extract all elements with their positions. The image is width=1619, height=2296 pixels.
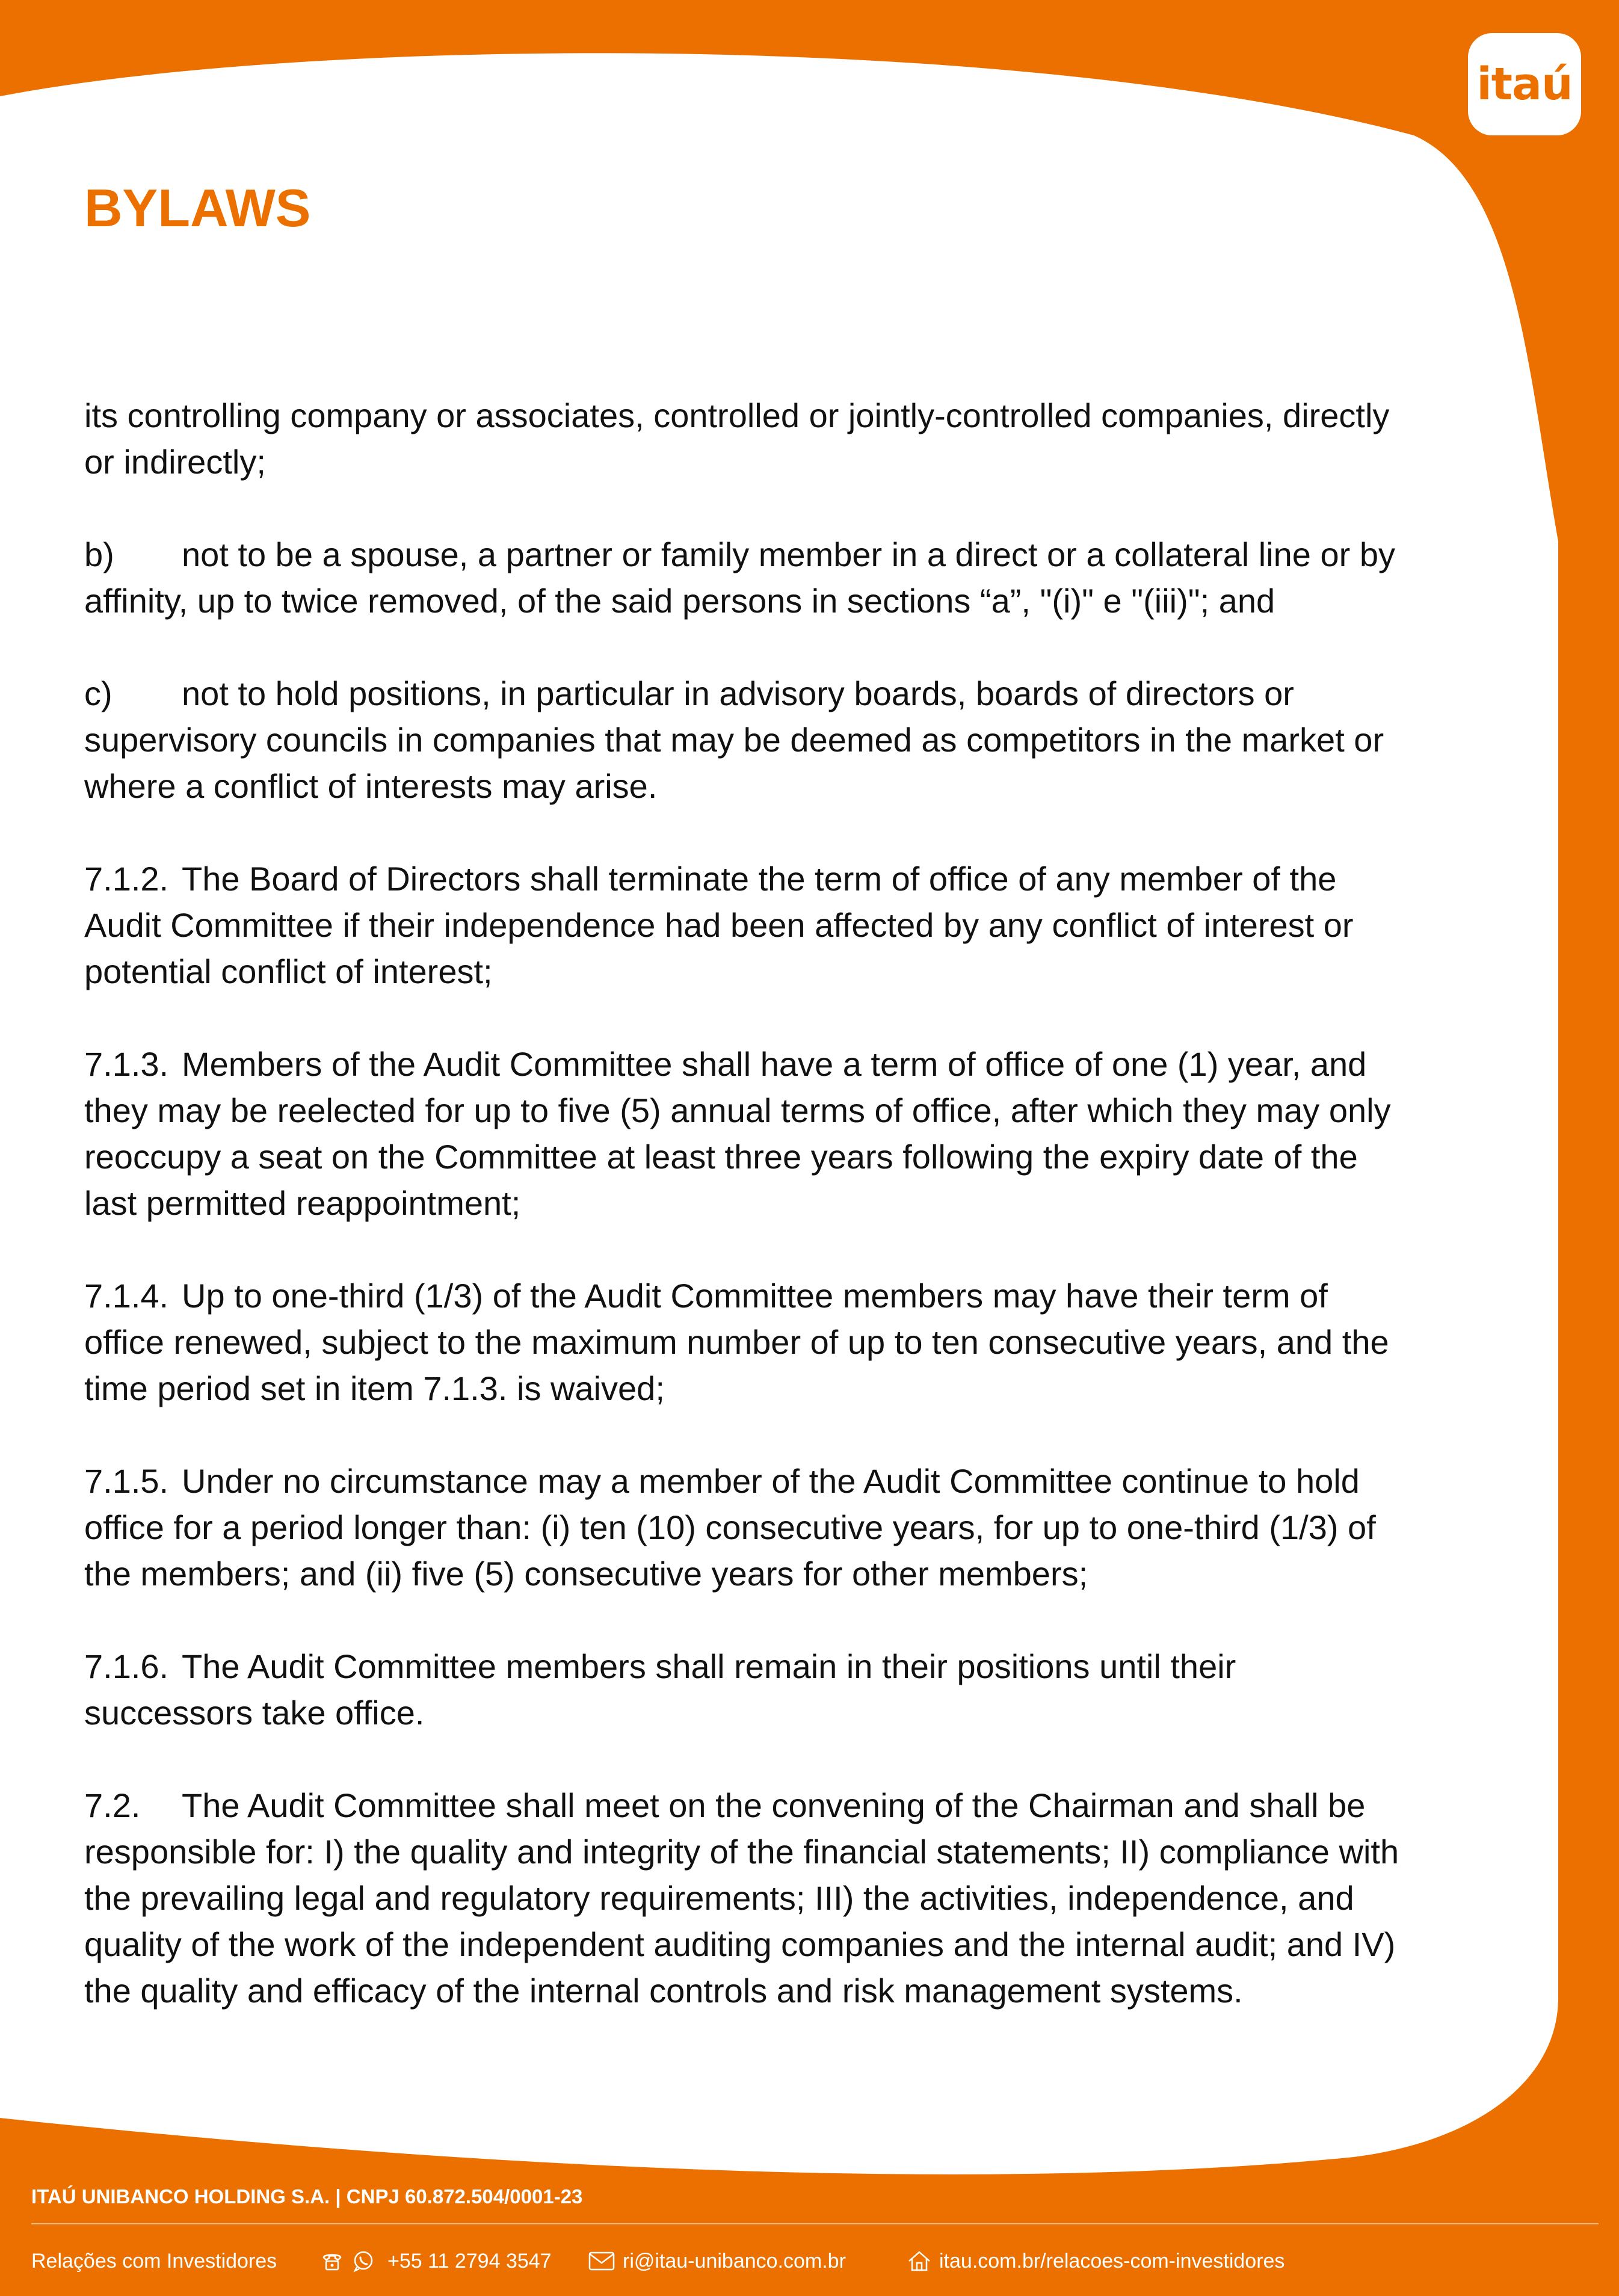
- footer-email[interactable]: [588, 2243, 846, 2279]
- footer-contacts: [31, 2243, 1599, 2279]
- paragraph-number: c): [84, 674, 113, 712]
- paragraph-text: The Audit Committee shall meet on the convening of the Chairman and shall be responsible for: I) the quality and integrity of the financial statements; II) compliance with the prevailing legal and regulatory requirements; III) the activities, independence, and quality of the work of the independent auditing companies and the internal audit; and IV) the quality and efficacy of the internal controls and risk management systems.: [84, 1786, 1399, 2010]
- section-text: Relações com Investidores: [31, 2249, 277, 2273]
- paragraph-number: 7.1.6.: [84, 1647, 169, 1685]
- paragraph-text: not to hold positions, in particular in advisory boards, boards of directors or supervisory councils in companies that may be deemed as competitors in the market or where a conflict of interests may arise.: [84, 674, 1384, 805]
- email-text: ri@itau-unibanco.com.br: [623, 2249, 846, 2273]
- home-icon: [907, 2249, 932, 2273]
- footer-company: ITAÚ UNIBANCO HOLDING S.A. | CNPJ 60.872.504/0001-23: [31, 2185, 583, 2208]
- paragraph-text: Up to one-third (1/3) of the Audit Committee members may have their term of office renewed, subject to the maximum number of up to ten consecutive years, and the time period set in item 7.1.3. is waived;: [84, 1277, 1389, 1407]
- paragraph: [84, 1643, 1408, 1736]
- page-title: BYLAWS: [84, 178, 311, 238]
- paragraph-number: 7.1.3.: [84, 1045, 169, 1083]
- paragraph: [84, 856, 1408, 995]
- paragraph-text: The Audit Committee members shall remain in their positions until their successors take office.: [84, 1647, 1236, 1732]
- paragraph-number: b): [84, 535, 114, 573]
- footer-phone[interactable]: [320, 2243, 552, 2279]
- whatsapp-icon: [351, 2249, 375, 2273]
- footer-website[interactable]: [907, 2243, 1284, 2279]
- paragraph: [84, 392, 1408, 485]
- document-body: [84, 392, 1408, 2060]
- website-text: itau.com.br/relacoes-com-investidores: [939, 2249, 1285, 2273]
- paragraph-text: Members of the Audit Committee shall have a term of office of one (1) year, and they may be reelected for up to five (5) annual terms of office, after which they may only reoccupy a seat on the Committee at least three years following the expiry date of the last permitted reappointment;: [84, 1045, 1391, 1222]
- paragraph-number: 7.1.5.: [84, 1462, 169, 1500]
- phone-text: +55 11 2794 3547: [387, 2249, 552, 2273]
- paragraph: [84, 670, 1408, 809]
- paragraph-number: 7.1.4.: [84, 1277, 169, 1315]
- paragraph: [84, 1273, 1408, 1412]
- itau-logo: [1468, 33, 1581, 135]
- mail-icon: [588, 2250, 615, 2272]
- footer-divider: [31, 2223, 1599, 2224]
- paragraph: [84, 1458, 1408, 1597]
- paragraph-text: Under no circumstance may a member of the Audit Committee continue to hold office for a period longer than: (i) ten (10) consecutive years, for up to one-third (1/3) of the members; and (ii) five (5) consecutive years for other members;: [84, 1462, 1376, 1593]
- logo-text: itaú: [1476, 58, 1573, 110]
- paragraph-text: not to be a spouse, a partner or family member in a direct or a collateral line or by affinity, up to twice removed, of the said persons in sections “a”, "(i)" e "(iii)"; and: [84, 535, 1395, 620]
- paragraph: [84, 1782, 1408, 2014]
- phone-icon: [320, 2249, 344, 2273]
- paragraph-number: 7.2.: [84, 1786, 141, 1824]
- paragraph: [84, 531, 1408, 624]
- paragraph: [84, 1041, 1408, 1226]
- paragraph-text: its controlling company or associates, controlled or jointly-controlled companies, directly or indirectly;: [84, 397, 1390, 481]
- paragraph-number: 7.1.2.: [84, 860, 169, 898]
- footer-section-label: [31, 2243, 277, 2279]
- paragraph-text: The Board of Directors shall terminate the term of office of any member of the Audit Committee if their independence had been affected by any conflict of interest or potential conflict of interest;: [84, 860, 1354, 990]
